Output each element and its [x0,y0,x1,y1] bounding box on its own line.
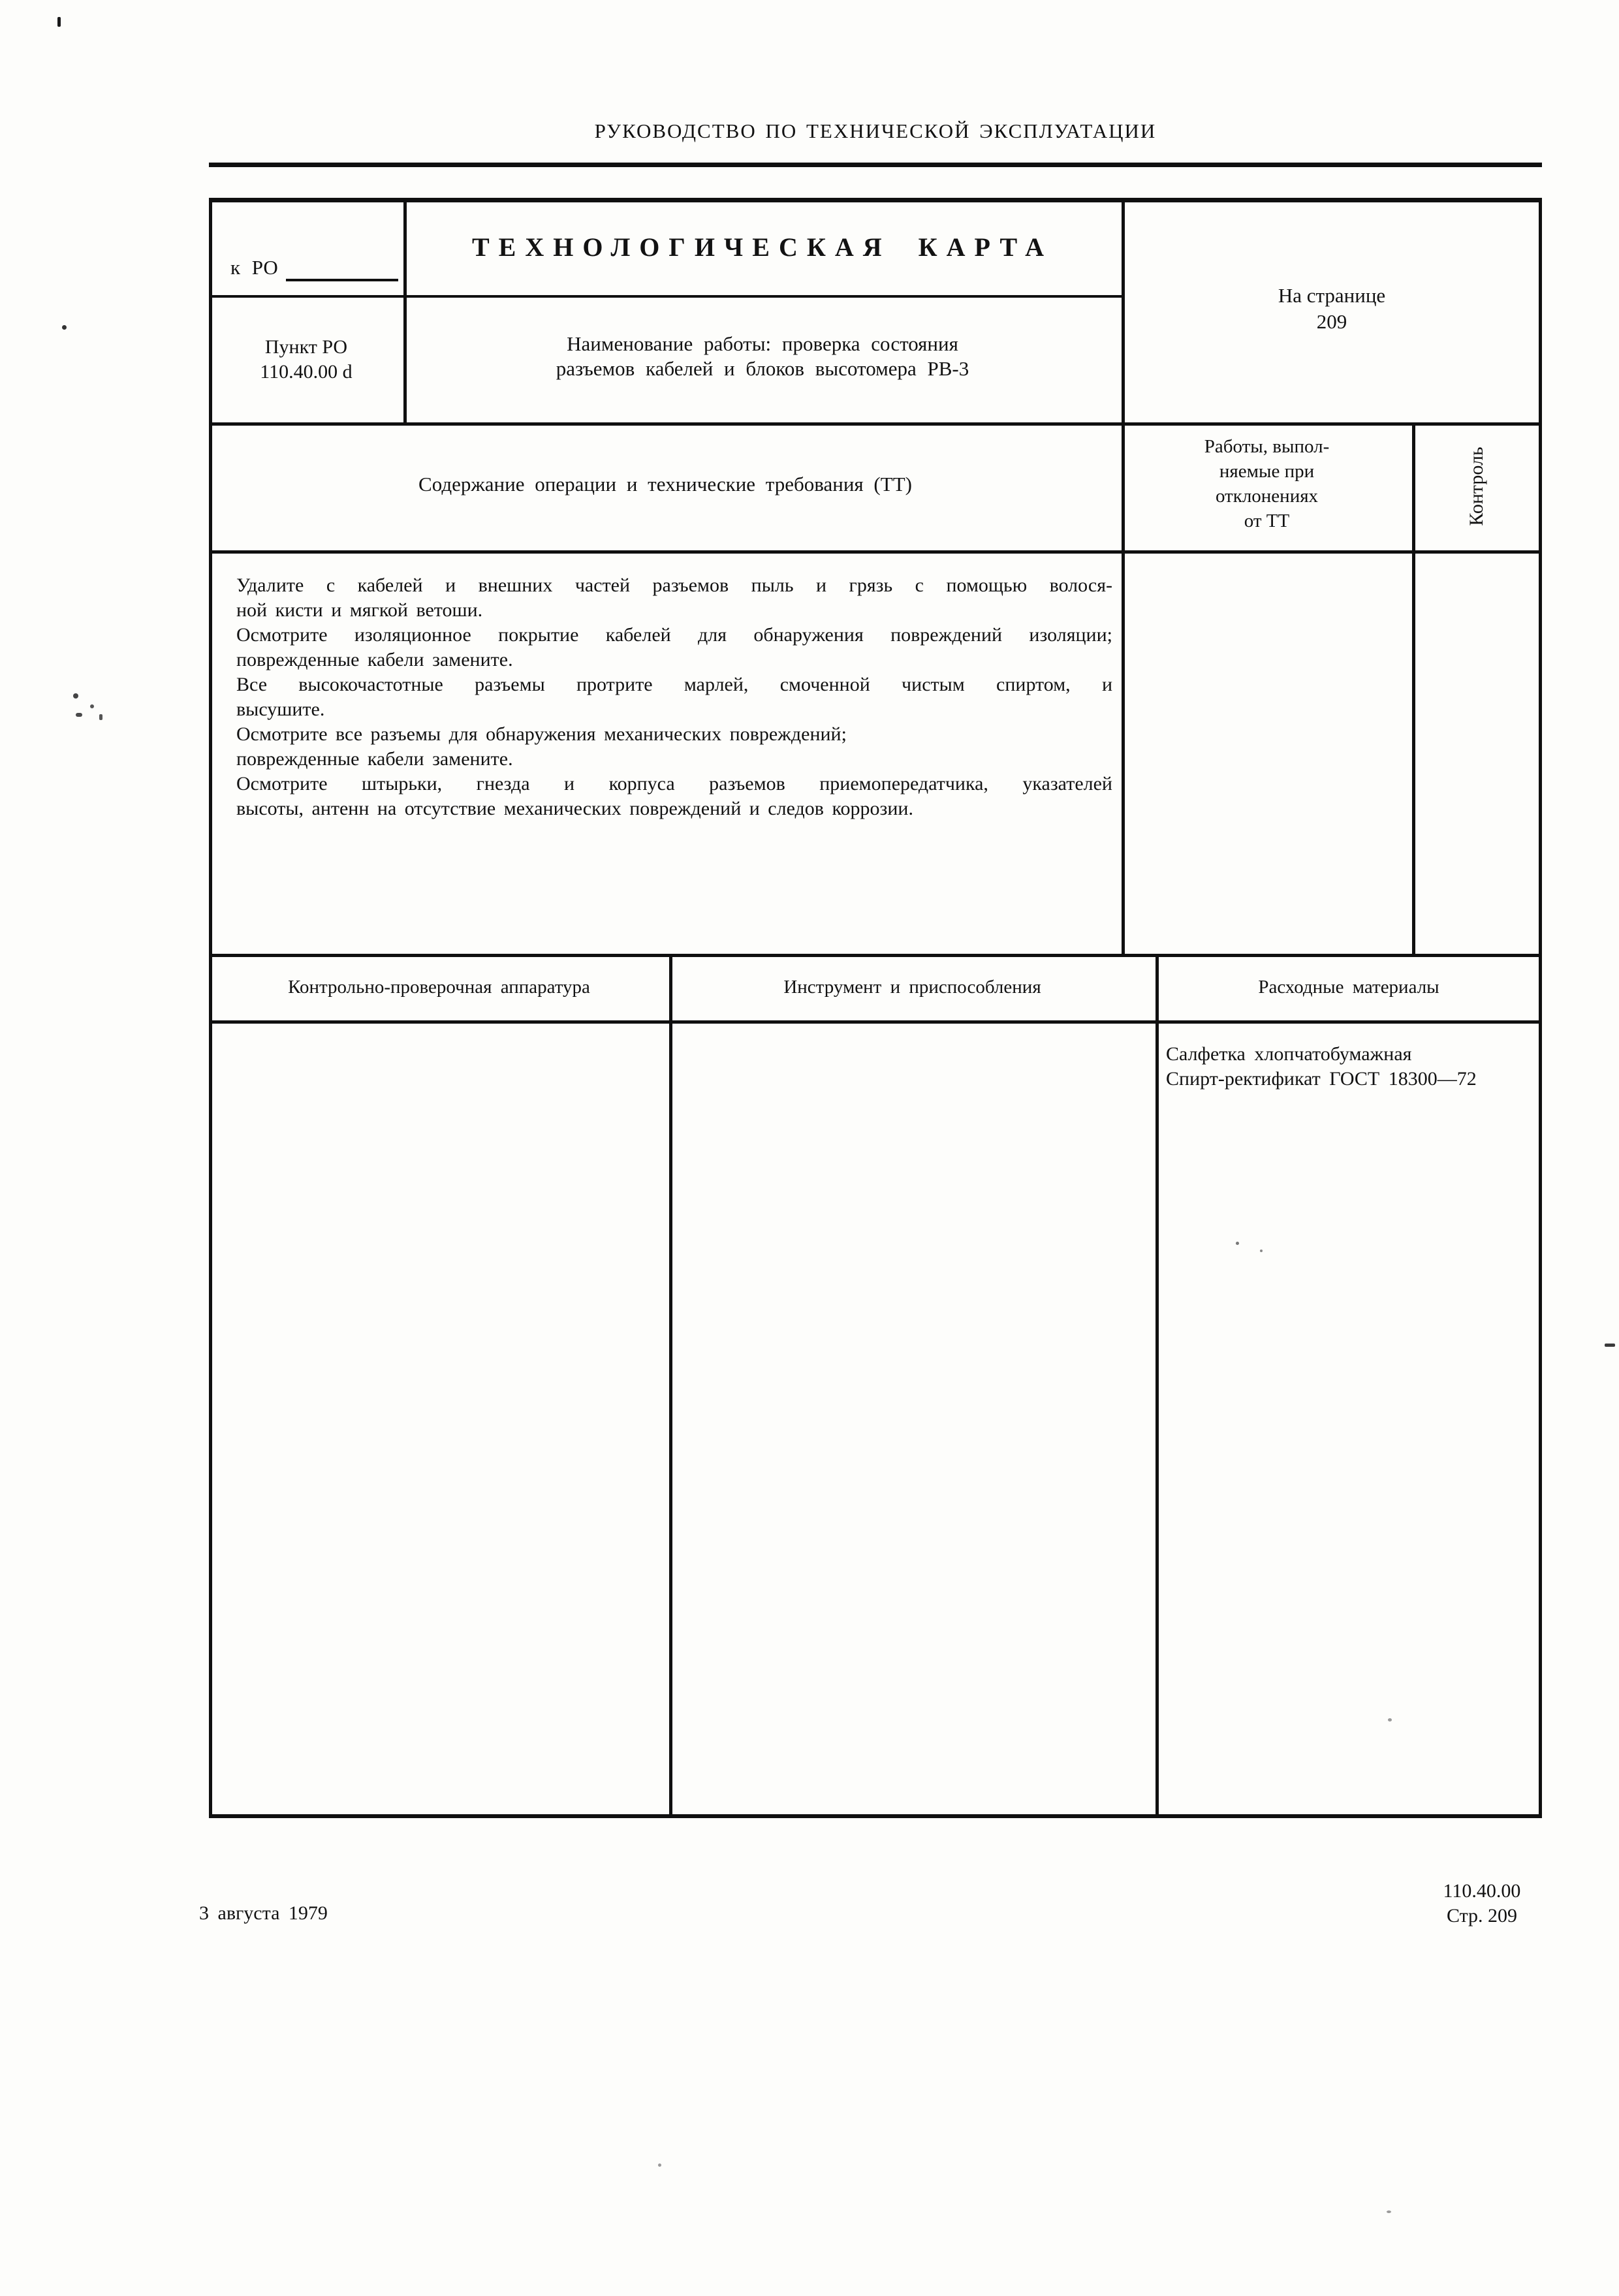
divider-bottom-col1 [669,954,672,1818]
divider-header-row2 [209,550,1542,554]
deviations-header-line: няемые при [1219,461,1315,482]
scan-speck [76,713,82,717]
operations-text-line: высушите. [236,699,325,720]
operations-text [236,573,1112,821]
footer-date: 3 августа 1979 [199,1902,328,1924]
tech-card-table [209,198,1542,1818]
header-tools: Инструмент и приспособления [783,977,1041,998]
divider-header-row1 [209,422,1542,426]
scan-speck [90,704,94,708]
header-consumables: Расходные материалы [1258,977,1439,998]
on-page-label: На странице [1278,284,1386,307]
consumable-item: Салфетка хлопчатобумажная [1166,1043,1412,1065]
divider-col1 [403,198,407,422]
scan-speck [1260,1250,1263,1252]
work-name-line1: Наименование работы: проверка состояния [567,332,958,355]
scan-speck [62,325,67,330]
divider-control-col [1412,422,1415,954]
operations-text-line: поврежденные кабели замените. [236,649,513,670]
punkt-ro-line1: Пункт РО [264,336,348,358]
operations-header: Содержание операции и технические требования (ТТ) [418,473,912,495]
divider-bottom-header [209,1020,1542,1024]
scan-speck [658,2163,661,2167]
table-border-bottom [209,1814,1542,1818]
scan-speck [1387,2210,1391,2213]
card-title: ТЕХНОЛОГИЧЕСКАЯ КАРТА [471,232,1054,262]
to-ro-label: к РО [230,256,278,279]
footer-page-ref [1404,1879,1560,1928]
deviations-header-cell [1122,434,1412,533]
footer-ref-page: Стр. 209 [1446,1905,1518,1926]
divider-body-bottom [209,954,1542,957]
operations-text-line: Осмотрите изоляционное покрытие кабелей для обнаружения повреждений изоляции; [236,624,1112,646]
consumable-item: Спирт-ректификат ГОСТ 18300—72 [1166,1068,1477,1090]
operations-text-line: высоты, антенн на отсутствие механических повреждений и следов коррозии. [236,798,913,819]
consumables-list [1166,1042,1538,1092]
divider-bottom-col2 [1155,954,1159,1818]
scan-speck [1605,1344,1615,1347]
deviations-header-line: отклонениях [1215,486,1319,507]
punkt-ro-line2: 110.40.00 d [260,361,353,383]
operations-text-line: Удалите с кабелей и внешних частей разъемов пыль и грязь с помощью волося- [236,574,1112,596]
operations-text-line: Все высокочастотные разъемы протрите марлей, смоченной чистым спиртом, и [236,674,1112,695]
on-page-cell [1122,283,1542,335]
operations-text-line: Осмотрите все разъемы для обнаружения механических повреждений; [236,723,847,745]
control-header-vertical: Контроль [1466,447,1487,526]
on-page-number: 209 [1316,310,1347,333]
footer-ref-code: 110.40.00 [1443,1880,1521,1902]
punkt-ro-cell [209,335,403,385]
operations-text-line: ной кисти и мягкой ветоши. [236,599,483,621]
scan-speck [99,714,102,720]
work-name-cell [403,332,1122,381]
scan-speck [73,693,78,699]
divider-kro-punkt [209,295,1122,298]
table-border-right [1539,198,1542,1818]
to-ro-blank-line [286,279,398,281]
deviations-header-line: Работы, выпол- [1204,436,1330,457]
running-head-rule [209,163,1542,167]
header-test-equipment: Контрольно-проверочная аппаратура [288,977,590,998]
operations-text-line: поврежденные кабели замените. [236,748,513,770]
running-head: РУКОВОДСТВО ПО ТЕХНИЧЕСКОЙ ЭКСПЛУАТАЦИИ [594,119,1157,142]
scan-speck [1236,1242,1239,1245]
scan-speck [1388,1718,1392,1722]
operations-text-line: Осмотрите штырьки, гнезда и корпуса разъемов приемопередатчика, указателей [236,773,1112,794]
scan-speck [57,17,61,27]
table-border-left [209,198,212,1818]
deviations-header-line: от ТТ [1244,511,1290,531]
work-name-line2: разъемов кабелей и блоков высотомера РВ-3 [556,357,969,380]
table-border-top [209,198,1542,202]
